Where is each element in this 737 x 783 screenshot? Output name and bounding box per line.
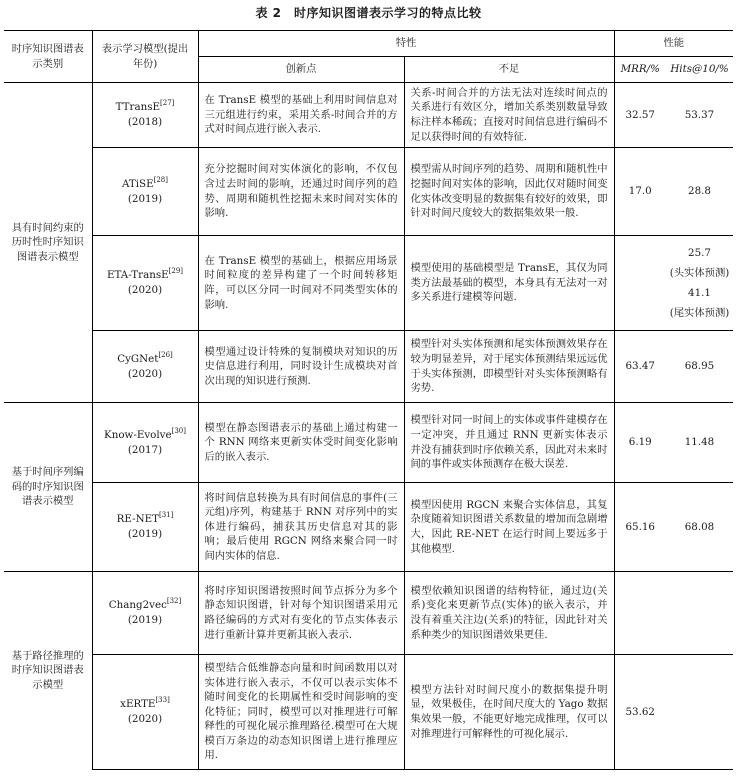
model-name: Know-Evolve [104,428,172,441]
model-year: (2019) [127,192,163,205]
hits-cell: 11.48 [666,403,733,483]
innovation-cell: 模型在静态图谱表示的基础上通过构建一个 RNN 网络来更新实体受时间变化影响后的嵌入表示. [198,403,404,483]
header-innovation: 创新点 [198,57,404,83]
mrr-cell: 53.62 [614,655,666,770]
innovation-cell: 充分挖掘时间对实体演化的影响，不仅包含过去时间的影响，还通过时间序列的趋势、周期和随机性挖掘未来时间对实体的影响. [198,148,404,236]
hits-cell [666,655,733,770]
shortcoming-cell: 模型依赖知识图谱的结构特征，通过边(关系)变化来更新节点(实体)的嵌入表示，并没有着重关注边(关系)的特征，因此针对关系种类少的知识图谱效果更佳. [404,572,614,655]
hits-tail-value: 41.1 [688,287,711,299]
model-cell [92,83,198,148]
header-model: 表示学习模型(提出年份) [92,31,198,83]
header-mrr: MRR/% [620,63,660,76]
model-cell [92,655,198,770]
header-row-1 [4,31,733,57]
model-year: (2019) [127,528,163,540]
table-row [4,403,733,483]
table-row [4,655,733,770]
innovation-cell: 模型通过设计特殊的复制模块对知识的历史信息进行利用，同时设计生成模块对首次出现的知识进行预测. [198,331,404,403]
model-cell [92,331,198,403]
table-row [4,331,733,403]
shortcoming-cell: 关系-时间合并的方法无法对连续时间点的关系进行有效区分，增加关系类别数量导致标注样本稀疏；直接对时间信息进行编码不足以获得时间的有效特征. [404,83,614,148]
mrr-cell [614,572,666,655]
table-row [4,483,733,572]
model-ref: [26] [158,350,173,359]
model-year: (2017) [127,443,163,456]
model-name: xERTE [120,698,156,711]
mrr-cell [614,236,666,331]
table-row [4,572,733,655]
hits-tail-label: (尾实体预测) [669,307,730,319]
model-year: (2020) [127,367,163,380]
hits-cell [666,572,733,655]
table-row [4,148,733,236]
mrr-cell: 17.0 [614,148,666,236]
hits-cell: 68.08 [666,483,733,572]
innovation-cell: 将时间信息转换为具有时间信息的事件(三元组)序列，构建基于 RNN 对序列中的实体进行编码，捕获其历史信息对其的影响；最后使用 RGCN 网络来聚合同一时间内实体的信息. [198,483,404,572]
model-name: RE-NET [116,513,159,526]
header-shortcoming: 不足 [404,57,614,83]
model-ref: [30] [171,426,186,435]
table-row [4,83,733,148]
innovation-cell: 在 TransE 模型的基础上利用时间信息对三元组进行约束，采用关系-时间合并的方式对时间点进行嵌入表示. [198,83,404,148]
model-year: (2020) [127,284,163,296]
table-row [4,236,733,331]
model-cell [92,483,198,572]
hits-cell: 68.95 [666,331,733,403]
category-cell: 基于时间序列编码的时序知识图谱表示模型 [4,403,92,572]
model-ref: [33] [155,696,170,705]
category-cell: 基于路径推理的时序知识图谱表示模型 [4,572,92,770]
hits-head-label: (头实体预测) [669,267,730,279]
model-cell [92,236,198,331]
shortcoming-cell: 模型需从时间序列的趋势、周期和随机性中挖掘时间对实体的影响，因此仅对随时间变化实体改变明显的数据集有较好的效果，即针对时间尺度较大的数据集效果一般. [404,148,614,236]
model-name: TTransE [115,101,161,114]
header-characteristics: 特性 [198,31,614,57]
mrr-cell: 63.47 [614,331,666,403]
mrr-cell: 65.16 [614,483,666,572]
model-ref: [27] [160,99,175,108]
model-ref: [29] [168,267,184,276]
model-name: ETA-TransE [106,269,169,282]
innovation-cell: 模型结合低维静态向量和时间函数用以对实体进行嵌入表示，不仅可以表示实体不随时间变化的长期属性和受时间影响的变化特征；同时，模型可以对推理进行可解释性的可视化展示推理路径.模型可在大规模百万条边的动态知识图谱上进行推理应用. [198,655,404,770]
category-cell: 具有时间约束的历时性时序知识图谱表示模型 [4,83,92,403]
model-year: (2018) [127,116,163,128]
model-cell [92,403,198,483]
comparison-table [4,30,733,770]
hits-cell: 28.8 [666,148,733,236]
model-ref: [32] [166,597,182,606]
model-year: (2020) [127,713,163,725]
hits-head-value: 25.7 [688,247,711,259]
model-ref: [31] [158,511,174,520]
shortcoming-cell: 模型方法针对时间尺度小的数据集提升明显，效果极佳，在时间尺度大的 Yago 数据集效果一般，不能更好地完成推理，仅可以对推理进行可解释性的可视化展示. [404,655,614,770]
shortcoming-cell: 模型针对同一时间上的实体或事件建模存在一定冲突，并且通过 RNN 更新实体表示并没有捕获到时序依赖关系，因此对未来时间的事件或实体预测存在极大误差. [404,403,614,483]
shortcoming-cell: 模型针对头实体预测和尾实体预测效果存在较为明显差异，对于尾实体预测结果远远优于头实体预测，即模型针对头实体预测略有劣势. [404,331,614,403]
table-caption: 表 2 时序知识图谱表示学习的特点比较 [255,6,482,20]
hits-cell: 53.37 [666,83,733,148]
header-category: 时序知识图谱表示类别 [4,31,92,83]
model-name: ATiSE [122,177,154,190]
shortcoming-cell: 模型因使用 RGCN 来聚合实体信息，其复杂度随着知识图谱关系数量的增加而急剧增大，因此 RE-NET 在运行时间上要远多于其他模型. [404,483,614,572]
model-ref: [28] [153,175,168,184]
header-performance: 性能 [614,31,733,57]
model-year: (2019) [127,614,163,626]
innovation-cell: 将时序知识图谱按照时间节点拆分为多个静态知识图谱，针对每个知识图谱采用元路径编码的方式对有变化的节点实体表示进行重新计算并更新其嵌入表示. [198,572,404,655]
model-name: Chang2vec [108,599,167,612]
innovation-cell: 在 TransE 模型的基础上，根据应用场景时间粒度的差异构建了一个时间转移矩阵，可以区分同一时间对不同类型实体的影响. [198,236,404,331]
hits-split-cell [666,236,733,331]
mrr-cell: 32.57 [614,83,666,148]
model-name: CyGNet [117,352,159,365]
model-cell [92,572,198,655]
mrr-cell: 6.19 [614,403,666,483]
model-cell [92,148,198,236]
header-hits: Hits@10/% [670,63,729,76]
shortcoming-cell: 模型使用的基础模型是 TransE，其仅为同类方法最基础的模型，本身具有无法对一对多关系进行建模等问题. [404,236,614,331]
